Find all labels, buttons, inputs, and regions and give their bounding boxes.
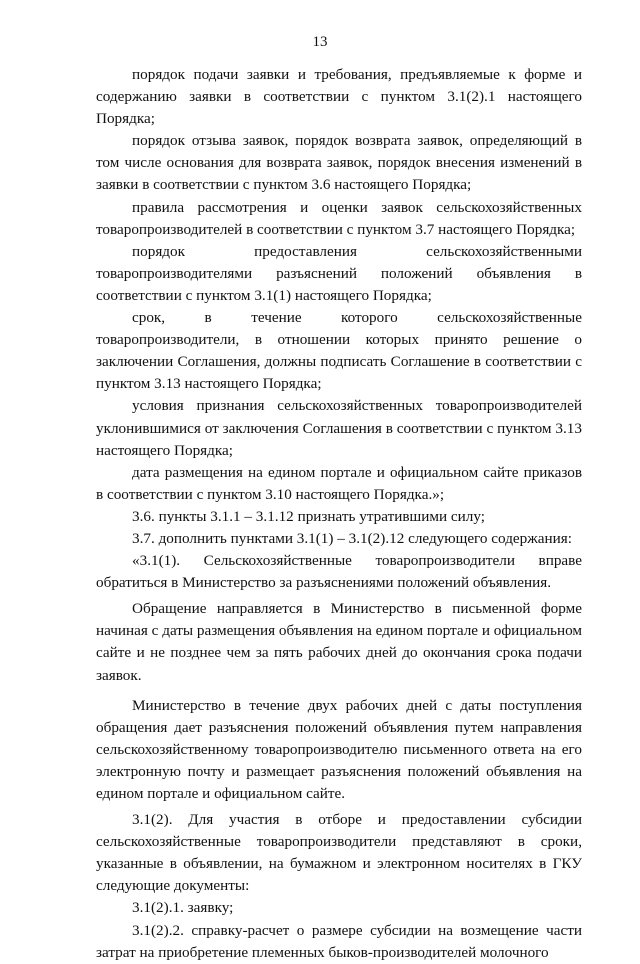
paragraph: порядок отзыва заявок, порядок возврата заявок, определяющий в том числе основания для возврата заявок, порядок внесения изменений в заявки в соответствии с пунктом 3.6 настоящего Порядка; <box>96 132 582 194</box>
document-body <box>96 64 582 964</box>
paragraph: 3.7. дополнить пунктами 3.1(1) – 3.1(2).12 следующего содержания: <box>132 529 572 547</box>
paragraph: «3.1(1). Сельскохозяйственные товаропроизводители вправе обратиться в Министерство за разъяснениями положений объявления. <box>96 552 582 592</box>
page-number: 13 <box>312 34 328 50</box>
paragraph: 3.1(2).1. заявку; <box>132 899 234 917</box>
paragraph: 3.6. пункты 3.1.1 – 3.1.12 признать утратившими силу; <box>132 507 485 525</box>
paragraph: 3.1(2).2. справку-расчет о размере субсидии на возмещение части затрат на приобретение племенных быков-производителей молочного <box>96 921 582 961</box>
paragraph: условия признания сельскохозяйственных товаропроизводителей уклонившимися от заключения Соглашения в соответствии с пунктом 3.13 настоящего Порядка; <box>96 397 582 459</box>
paragraph: дата размещения на едином портале и официальном сайте приказов в соответствии с пунктом 3.10 настоящего Порядка.»; <box>96 463 582 503</box>
paragraph: порядок подачи заявки и требования, предъявляемые к форме и содержанию заявки в соответствии с пунктом 3.1(2).1 настоящего Порядка; <box>96 66 582 128</box>
paragraph: Обращение направляется в Министерство в письменной форме начиная с даты размещения объявления на едином портале и официальном сайте и не позднее чем за пять рабочих дней до окончания срока подачи заявок. <box>96 600 582 684</box>
paragraph: срок, в течение которого сельскохозяйственные товаропроизводители, в отношении которых принято решение о заключении Соглашения, должны подписать Соглашение в соответствии с пунктом 3.13 настоящего Порядка; <box>96 309 582 393</box>
paragraph: Министерство в течение двух рабочих дней с даты поступления обращения дает разъяснения положений объявления путем направления сельскохозяйственному товаропроизводителю письменного ответа на его электронную почту и размещает разъяснения положений объявления на едином портале и официальном сайте. <box>96 696 582 802</box>
paragraph: порядок предоставления сельскохозяйственными товаропроизводителями разъяснений положений объявления в соответствии с пунктом 3.1(1) настоящего Порядка; <box>96 242 582 304</box>
paragraph: правила рассмотрения и оценки заявок сельскохозяйственных товаропроизводителей в соответствии с пунктом 3.7 настоящего Порядка; <box>96 198 582 238</box>
paragraph: 3.1(2). Для участия в отборе и предоставлении субсидии сельскохозяйственные товаропроизводители представляют в сроки, указанные в объявлении, на бумажном и электронном носителях в ГКУ следующие документы: <box>96 811 582 895</box>
